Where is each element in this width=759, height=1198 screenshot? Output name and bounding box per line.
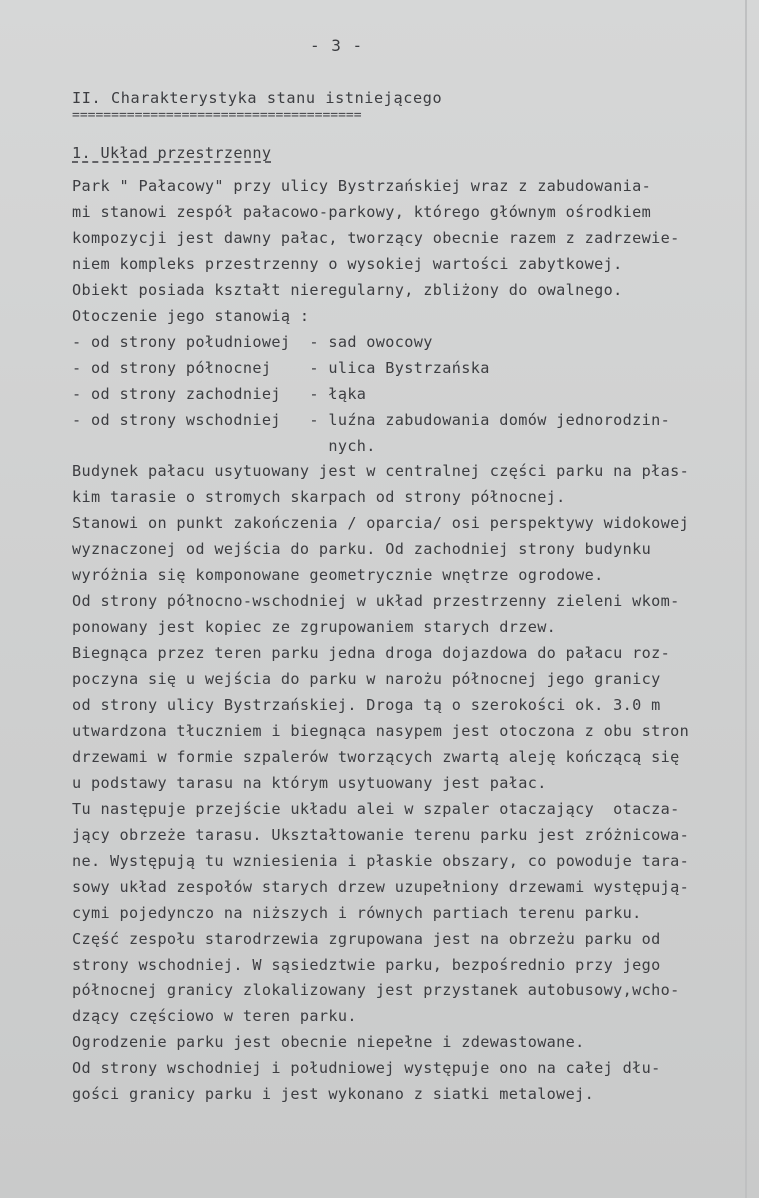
body-line: od strony ulicy Bystrzańskiej. Droga tą o szerokości ok. 3.0 m xyxy=(72,696,661,714)
page-number: - 3 - xyxy=(310,36,364,55)
body-line: kompozycji jest dawny pałac, tworzący obecnie razem z zadrzewie- xyxy=(72,228,680,247)
body-line: - od strony północnej - ulica Bystrzańska xyxy=(72,358,490,377)
body-line: Od strony wschodniej i południowej występuje ono na całej dłu- xyxy=(72,1059,661,1078)
body-line: kim tarasie o stromych skarpach od strony północnej. xyxy=(72,488,566,507)
body-line: Budynek pałacu usytuowany jest w centralnej części parku na płas- xyxy=(72,462,690,481)
body-line: poczyna się u wejścia do parku w narożu północnej jego granicy xyxy=(72,670,661,689)
body-line: jący obrzeże tarasu. Ukształtowanie terenu parku jest zróżnicowa- xyxy=(72,825,690,844)
body-line: - od strony południowej - sad owocowy xyxy=(72,332,433,351)
subsection-title: 1. Układ przestrzenny xyxy=(72,144,272,162)
body-line: Tu następuje przejście układu alei w szpaler otaczający otacza- xyxy=(72,799,680,818)
body-line: Park " Pałacowy" przy ulicy Bystrzańskiej wraz z zabudowania- xyxy=(72,177,652,195)
body-line: wyróżnia się komponowane geometrycznie wnętrze ogrodowe. xyxy=(72,566,604,585)
body-line: sowy układ zespołów starych drzew uzupełniony drzewami występują- xyxy=(72,877,690,896)
body-line: północnej granicy zlokalizowany jest przystanek autobusowy,wcho- xyxy=(72,981,680,1000)
body-line: - od strony zachodniej - łąka xyxy=(72,384,367,403)
body-line: wyznaczonej od wejścia do parku. Od zachodniej strony budynku xyxy=(72,540,652,559)
page-fold-line xyxy=(745,0,747,1198)
body-line: dzący częściowo w teren parku. xyxy=(72,1007,357,1026)
body-line: Obiekt posiada kształt nieregularny, zbliżony do owalnego. xyxy=(72,280,623,299)
body-line: strony wschodniej. W sąsiedztwie parku, bezpośrednio przy jego xyxy=(72,955,661,974)
body-line: gości granicy parku i jest wykonano z siatki metalowej. xyxy=(72,1085,595,1104)
body-line: Stanowi on punkt zakończenia / oparcia/ osi perspektywy widokowej xyxy=(72,514,690,533)
body-line: ne. Występują tu wzniesienia i płaskie obszary, co powoduje tara- xyxy=(72,851,690,870)
body-line: Otoczenie jego stanowią : xyxy=(72,306,310,325)
body-line: Od strony północno-wschodniej w układ przestrzenny zieleni wkom- xyxy=(72,592,680,611)
body-line: niem kompleks przestrzenny o wysokiej wartości zabytkowej. xyxy=(72,254,623,273)
body-line: nych. xyxy=(72,436,376,455)
body-line: mi stanowi zespół pałacowo-parkowy, którego głównym ośrodkiem xyxy=(72,202,652,221)
body-line: Biegnąca przez teren parku jedna droga dojazdowa do pałacu roz- xyxy=(72,644,671,663)
body-line: Ogrodzenie parku jest obecnie niepełne i zdewastowane. xyxy=(72,1033,585,1052)
body-line: ponowany jest kopiec ze zgrupowaniem starych drzew. xyxy=(72,618,557,637)
body-line: u podstawy tarasu na którym usytuowany jest pałac. xyxy=(72,773,547,792)
body-line: - od strony wschodniej - luźna zabudowania domów jednorodzin- xyxy=(72,410,671,429)
section-title-underline: ===================================== xyxy=(72,108,362,123)
section-title: II. Charakterystyka stanu istniejącego xyxy=(72,89,443,107)
body-line: drzewami w formie szpalerów tworzących zwartą aleję kończącą się xyxy=(72,747,680,766)
body-line: cymi pojedynczo na niższych i równych partiach terenu parku. xyxy=(72,903,642,922)
body-line: utwardzona tłuczniem i biegnąca nasypem jest otoczona z obu stron xyxy=(72,721,690,740)
body-line: Część zespołu starodrzewia zgrupowana jest na obrzeżu parku od xyxy=(72,929,661,948)
